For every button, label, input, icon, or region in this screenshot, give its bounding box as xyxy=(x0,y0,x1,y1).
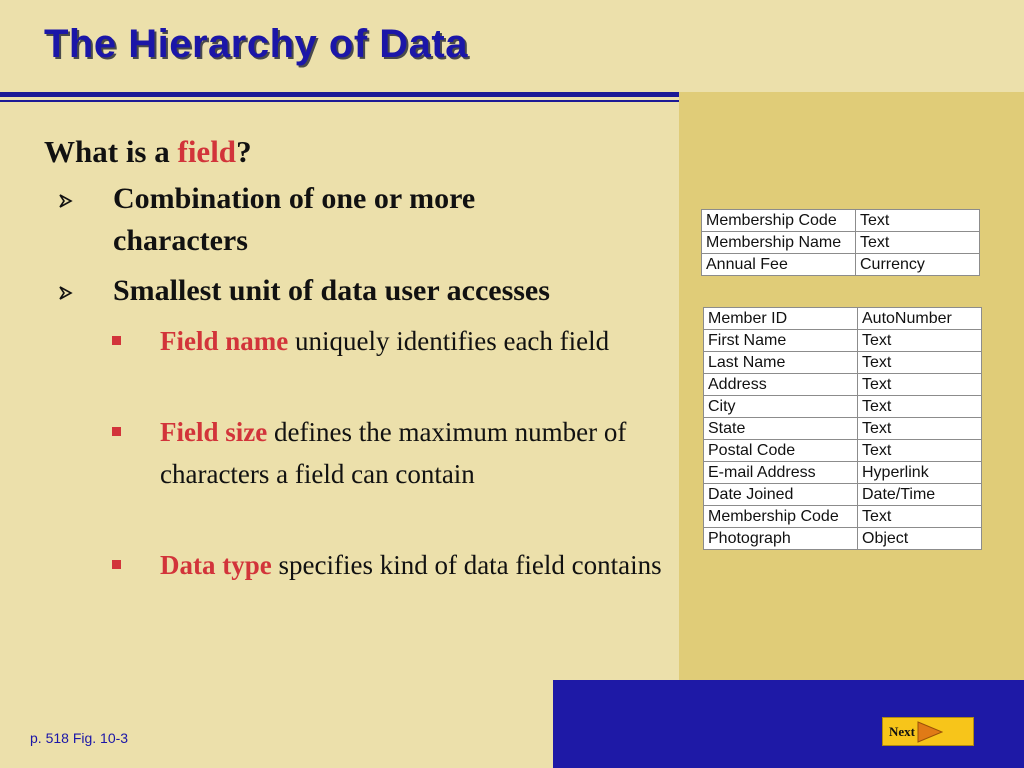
question-suffix: ? xyxy=(236,134,252,169)
field-name-cell: Photograph xyxy=(704,528,858,550)
question-heading xyxy=(44,134,252,170)
table-row xyxy=(704,374,982,396)
title-rule-thin xyxy=(0,100,679,102)
data-type-cell: Date/Time xyxy=(858,484,982,506)
table-row xyxy=(704,440,982,462)
table-row xyxy=(704,352,982,374)
next-button[interactable] xyxy=(882,717,974,746)
table-row xyxy=(704,396,982,418)
bullet-2: Smallest unit of data user accesses xyxy=(113,274,550,307)
field-name-cell: City xyxy=(704,396,858,418)
table-row xyxy=(704,330,982,352)
table-row xyxy=(704,462,982,484)
field-name-cell: E-mail Address xyxy=(704,462,858,484)
data-type-cell: Text xyxy=(858,330,982,352)
slide-title: The Hierarchy of Data xyxy=(44,22,468,66)
data-type-cell: Hyperlink xyxy=(858,462,982,484)
sub-bullet-2-term: Field size xyxy=(160,417,268,447)
sub-bullet-2-text: defines the maximum number of characters a field can contain xyxy=(160,417,627,489)
sub-bullet-1-term: Field name xyxy=(160,326,289,356)
title-rule-thick xyxy=(0,92,679,97)
data-type-cell: Text xyxy=(856,232,980,254)
sub-bullet-3-term: Data type xyxy=(160,550,272,580)
field-name-cell: Address xyxy=(704,374,858,396)
field-name-cell: Postal Code xyxy=(704,440,858,462)
next-arrow-icon xyxy=(917,721,943,743)
field-name-cell: Last Name xyxy=(704,352,858,374)
data-type-cell: Text xyxy=(858,374,982,396)
data-type-cell: Text xyxy=(858,418,982,440)
question-highlight: field xyxy=(177,134,237,169)
field-name-cell: Member ID xyxy=(704,308,858,330)
table-row xyxy=(704,528,982,550)
sub-bullet-2 xyxy=(160,411,630,495)
sub-bullet-1-text: uniquely identifies each field xyxy=(288,326,610,356)
data-type-cell: AutoNumber xyxy=(858,308,982,330)
field-name-cell: Membership Code xyxy=(704,506,858,528)
arrow-bullet-icon xyxy=(58,193,74,209)
field-name-cell: State xyxy=(704,418,858,440)
data-type-cell: Text xyxy=(858,352,982,374)
question-prefix: What is a xyxy=(44,134,178,169)
field-name-cell: First Name xyxy=(704,330,858,352)
data-type-cell: Currency xyxy=(856,254,980,276)
table-row xyxy=(704,506,982,528)
field-name-cell: Date Joined xyxy=(704,484,858,506)
field-name-cell: Membership Code xyxy=(702,210,856,232)
member-fields-table xyxy=(703,307,982,550)
field-name-cell: Membership Name xyxy=(702,232,856,254)
square-bullet-icon xyxy=(112,336,121,345)
data-type-cell: Text xyxy=(858,396,982,418)
data-type-cell: Text xyxy=(858,440,982,462)
table-row xyxy=(704,308,982,330)
arrow-bullet-icon xyxy=(58,285,74,301)
data-type-cell: Object xyxy=(858,528,982,550)
figure-caption: p. 518 Fig. 10-3 xyxy=(30,730,129,746)
sub-bullet-1 xyxy=(160,320,670,362)
bullet-1: Combination of one or more characters xyxy=(113,182,476,257)
data-type-cell: Text xyxy=(858,506,982,528)
table-row xyxy=(704,418,982,440)
membership-fields-table xyxy=(701,209,980,276)
field-name-cell: Annual Fee xyxy=(702,254,856,276)
table-row xyxy=(704,484,982,506)
table-row xyxy=(702,254,980,276)
data-type-cell: Text xyxy=(856,210,980,232)
square-bullet-icon xyxy=(112,427,121,436)
square-bullet-icon xyxy=(112,560,121,569)
table-row xyxy=(702,210,980,232)
sub-bullet-3 xyxy=(160,544,680,586)
sub-bullet-3-text: specifies kind of data field contains xyxy=(271,550,662,580)
table-row xyxy=(702,232,980,254)
next-button-label: Next xyxy=(889,724,915,739)
